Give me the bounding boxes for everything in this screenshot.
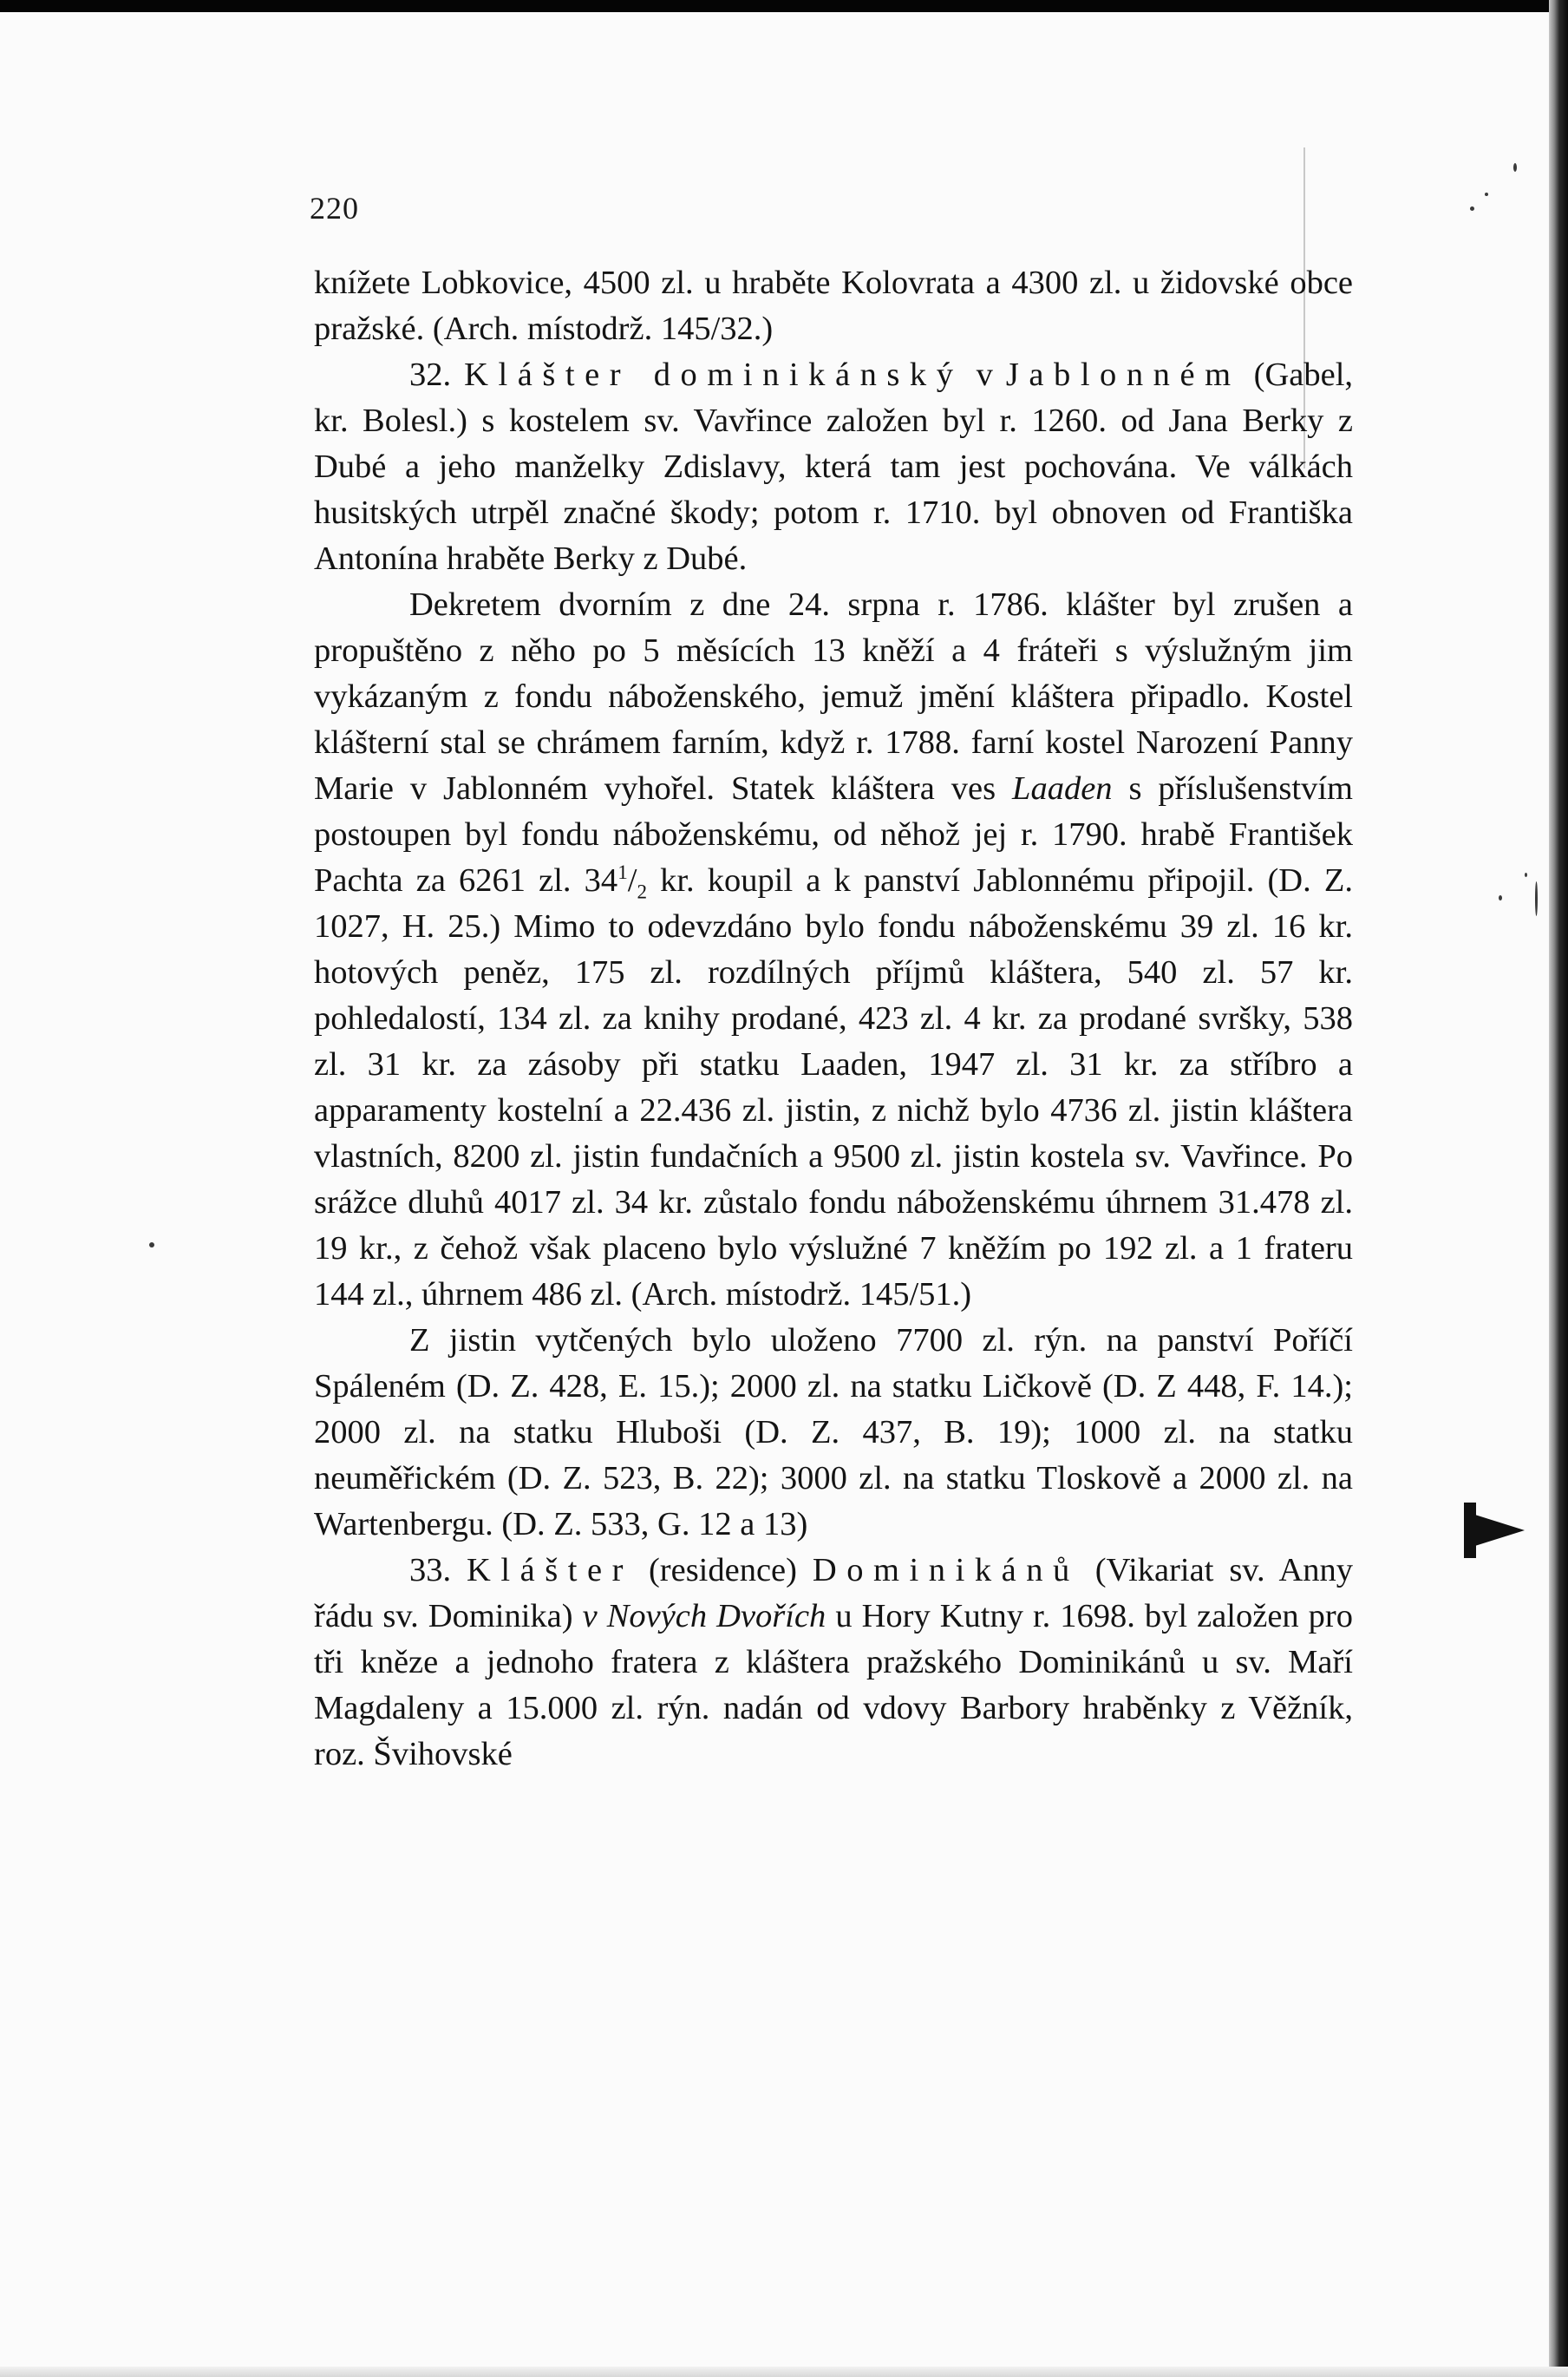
paragraph: knížete Lobkovice, 4500 zl. u hraběte Kolovrata a 4300 zl. u židovské obce pražské. (Arch. místodrž. 145/32.) bbox=[314, 265, 1353, 347]
paragraph-section-33 bbox=[314, 1548, 1353, 1778]
paragraph-text: kr. koupil a k panství Jablonnému připojil. (D. Z. 1027, H. 25.) Mimo to odevzdáno bylo fondu náboženskému 39 zl. 16 kr. hotových peněz, 175 zl. rozdílných příjmů kláštera, 540 zl. 57 kr. pohledalostí, 134 zl. za knihy prodané, 423 zl. 4 kr. za prodané svršky, 538 zl. 31 kr. za zásoby při statku Laaden, 1947 zl. 31 kr. za stříbro a apparamenty kostelní a 22.436 zl. jistin, z nichž bylo 4736 zl. jistin kláštera vlastních, 8200 zl. jistin fundačních a 9500 zl. jistin kostela sv. Vavřince. Po srážce dluhů 4017 zl. 34 kr. zůstalo fondu náboženskému úhrnem 31.478 zl. 19 kr., z čehož však placeno bylo výslužné 7 kněžím po 192 zl. a 1 frateru 144 zl., úhrnem 486 zl. (Arch. místodrž. 145/51.) bbox=[314, 862, 1353, 1313]
section-title-connector: v bbox=[976, 357, 993, 393]
scan-top-border bbox=[0, 0, 1568, 12]
paragraph: Z jistin vytčených bylo uloženo 7700 zl. rýn. na panství Poříčí Spáleném (D. Z. 428, E. 15.); 2000 zl. na statku Ličkově (D. Z 448, F. 14.); 2000 zl. na statku Hluboši (D. Z. 437, B. 19); 1000 zl. na statku neuměřickém (D. Z. 523, B. 22); 3000 zl. na statku Tloskově a 2000 zl. na Wartenbergu. (D. Z. 533, G. 12 a 13) bbox=[314, 1322, 1353, 1542]
paragraph-section-32 bbox=[314, 352, 1353, 582]
section-title-connector: (residence) bbox=[648, 1552, 797, 1588]
paragraph-text: (Gabel, kr. Bolesl.) s kostelem sv. Vavřince založen byl r. 1260. od Jana Berky z Dubé a jeho manželky Zdislavy, která tam jest pochována. Ve válkách husitských utrpěl značné škody; potom r. 1710. byl obnoven od Františka Antonína hraběte Berky z Dubé. bbox=[314, 357, 1354, 577]
scan-speck bbox=[1485, 193, 1488, 196]
scan-bottom-shade bbox=[0, 2367, 1568, 2377]
paragraph: Dekretem dvorním z dne 24. srpna r. 1786. klášter byl zrušen a propuštěno z něho po 5 měsících 13 kněží a 4 fráteři s výslužným jim vykázaným z fondu náboženského, jemuž jmění kláštera připadlo. Kostel klášterní stal se chrámem farním, když r. 1788. farní kostel Narození Panny Marie v Jablonném vyhořel. Statek kláštera ves Laaden s příslušenstvím postoupen byl fondu náboženskému, od něhož jej r. 1790. hrabě František Pachta za 6261 zl. $34^1/_2$ kr. koupil a k panství Jablonnému připojil. (D. Z. 1027, H. 25.) Mimo to odevzdáno bylo fondu náboženskému 39 zl. 16 kr. hotových peněz, 175 zl. rozdílných příjmů kláštera, 540 zl. 57 kr. pohledalostí, 134 zl. za knihy prodané, 423 zl. 4 kr. za prodané svršky, 538 zl. 31 kr. za zásoby při statku Laaden, 1947 zl. 31 kr. za stříbro a apparamenty kostelní a 22.436 zl. jistin, z nichž bylo 4736 zl. jistin kláštera vlastních, 8200 zl. jistin fundačních a 9500 zl. jistin kostela sv. Vavřince. Po srážce dluhů 4017 zl. 34 kr. zůstalo fondu náboženskému úhrnem 31.478 zl. 19 kr., z čehož však placeno bylo výslužné 7 kněžím po 192 zl. a 1 frateru 144 zl., úhrnem 486 zl. (Arch. místodrž. 145/51.) bbox=[314, 586, 1353, 1313]
page-number: 220 bbox=[310, 191, 359, 226]
scan-speck bbox=[1525, 873, 1527, 877]
page-body bbox=[314, 260, 1353, 1778]
scan-speck bbox=[1470, 206, 1474, 211]
fraction-numerator: 1 bbox=[617, 861, 628, 884]
section-number: 33. bbox=[409, 1552, 452, 1588]
scan-right-border bbox=[1549, 0, 1568, 2377]
section-order: Dominikánů bbox=[812, 1552, 1080, 1588]
section-place: Jablonném bbox=[1005, 357, 1241, 393]
scan-speck bbox=[1499, 895, 1502, 900]
fraction-denominator: 2 bbox=[637, 880, 647, 903]
paragraph-text: s příslušenstvím postoupen byl fondu náboženskému, od něhož jej r. 1790. hrabě František Pachta za 6261 zl. 34 bbox=[314, 770, 1353, 899]
italic-place-name: Laaden bbox=[1012, 770, 1113, 807]
scan-arrow-marker bbox=[1464, 1511, 1525, 1549]
section-title: Klášter bbox=[467, 1552, 634, 1588]
section-title: Klášter dominikánský bbox=[464, 357, 964, 393]
paragraph-text: Dekretem dvorním z dne 24. srpna r. 1786. klášter byl zrušen a propuštěno z něho po 5 měsících 13 kněží a 4 fráteři s výslužným jim vykázaným z fondu náboženského, jemuž jmění kláštera připadlo. Kostel klášterní stal se chrámem farním, když r. 1788. farní kostel Narození Panny Marie v Jablonném vyhořel. Statek kláštera ves bbox=[314, 586, 1353, 807]
scan-speck bbox=[1513, 163, 1517, 172]
scan-speck bbox=[1535, 881, 1538, 916]
paragraph-text: (Vikariat sv. Anny řádu sv. Dominika) bbox=[314, 1552, 1354, 1634]
italic-place-name: v Nových Dvořích bbox=[582, 1598, 826, 1634]
scan-speck bbox=[149, 1242, 154, 1247]
paragraph-text: u Hory Kutny r. 1698. byl založen pro tři kněze a jednoho fratera z kláštera pražského Dominikánů u sv. Maří Magdaleny a 15.000 zl. rýn. nadán od vdovy Barbory hraběnky z Věžník, roz. Švihovské bbox=[314, 1598, 1354, 1772]
section-number: 32. bbox=[409, 357, 452, 393]
